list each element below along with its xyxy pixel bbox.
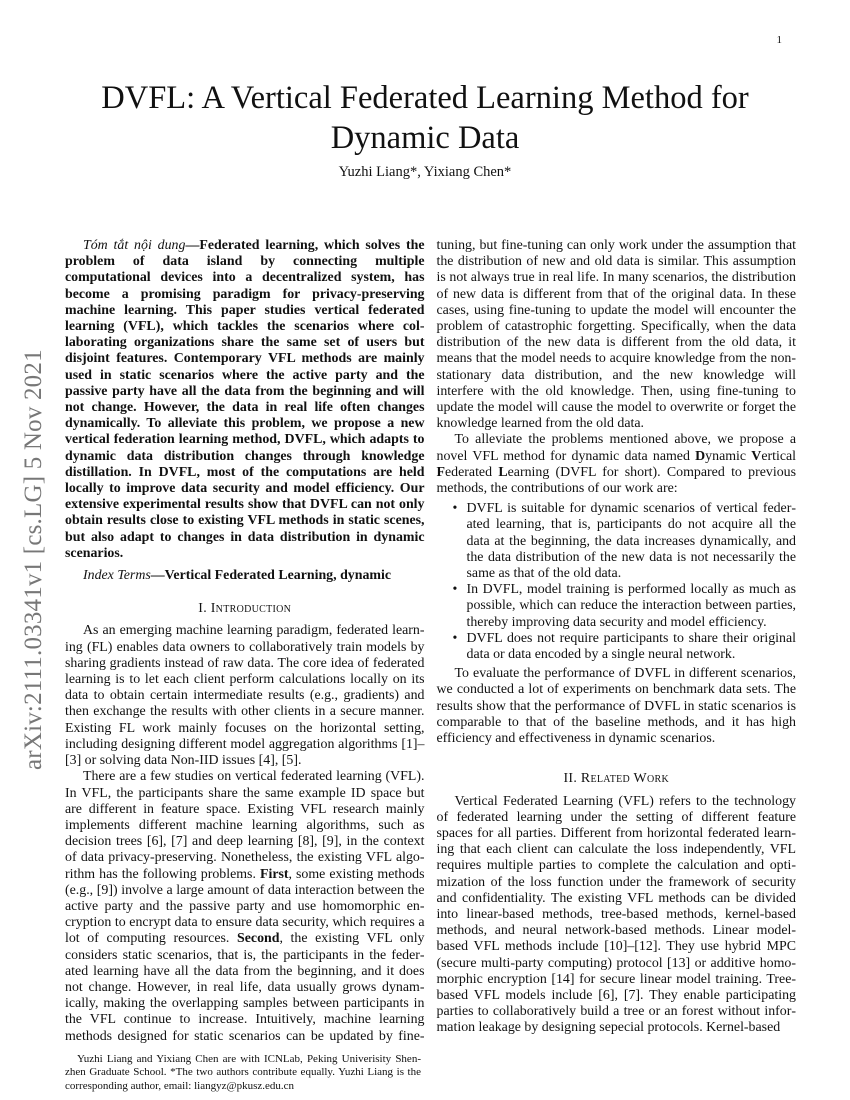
arxiv-identifier: arXiv:2111.03341v1 [cs.LG] 5 Nov 2021: [20, 349, 47, 770]
section-heading-introduction: I. Introduction: [198, 601, 292, 617]
text-run: There are a few studies on vertical federated learning (VFL). In VFL, the participants share the same example ID space but are different in feature space. Existing VFL research mainly implements different machine learning algorithms, such as decision trees [6], [7] and deep learning [8], [9], in the context of data privacy-preserving. Nonetheless, the existing VFL algorithm has the following problems.: [65, 769, 425, 882]
page-number: 1: [776, 34, 782, 46]
index-terms-text: —Vertical Federated Learning, dynamic: [150, 568, 392, 584]
bold-run: D: [695, 448, 706, 464]
bold-run: First: [259, 866, 289, 882]
authors: Yuzhi Liang*, Yixiang Chen*: [338, 164, 512, 180]
title-line: Dynamic Data: [330, 120, 520, 156]
text-run: earning (DVFL for short). Compared to previous methods, the contributions of our work are:: [436, 464, 797, 497]
text-run: ertical: [761, 448, 797, 464]
list-item: • DVFL is suitable for dynamic scenarios of vertical federated learning, that is, participants do not acquire all the data at the beginning, the data increases dynamically, and the data distribution of the new data is not necessarily the same as that of the old data.: [467, 501, 797, 582]
abstract-label: Tóm tắt nội dung: [83, 238, 186, 253]
bold-run: L: [498, 464, 508, 480]
section-heading-related-work: II. Related Work: [563, 771, 669, 787]
text-run: ynamic: [705, 448, 752, 464]
bold-run: F: [436, 464, 445, 480]
bold-run: Second: [237, 931, 280, 947]
text-run: ederated: [445, 464, 499, 480]
paragraph: As an emerging machine learning paradigm, federated learning (FL) enables data owners to collaboratively train models by sharing gradients instead of raw data. The core idea of federated learning is to let each client perform calculations locally on its data to obtain certain intermediate results (e.g., gradients) and then exchange the results with other clients in a secure manner. Existing FL work mainly focuses on the horizontal setting, including designing different model aggregation algorithms [1]–[3] or solving data Non-IID issues [4], [5].: [65, 623, 425, 769]
abstract: [65, 238, 425, 562]
index-terms-label: Index Terms: [83, 568, 151, 584]
bold-run: V: [751, 448, 762, 464]
abstract-text: —Federated learning, which solves the problem of data island by connecting multiple computational devices into a decentralized system, has become a promising paradigm for privacy-preserving machine learning. This paper studies vertical federated learning (VFL), which tackles the scenarios where collaborating organizations share the same set of users but disjoint features. Contemporary VFL methods are mainly used in static scenarios where the active party and the passive party have all the data from the beginning and will not change. However, the data in real life often changes dynamically. To alleviate this problem, we propose a new vertical federation learning method, DVFL, which adapts to dynamic data distribution changes through knowledge distillation. In DVFL, most of the computations are held locally to improve data security and model efficiency. Our extensive experimental results show that DVFL can not only obtain results close to existing VFL methods in static scenes, but also adapt to changes in data distribution in dynamic scenarios.: [65, 238, 425, 561]
footnote: Yuzhi Liang and Yixiang Chen are with ICNLab, Peking Univerisity Shenzhen Graduate School. *The two authors contribute equally. Yuzhi Liang is the corresponding author, email: liangyz@pkusz.edu.cn: [65, 1053, 421, 1092]
index-terms: [65, 568, 425, 584]
paper-title: [60, 78, 790, 158]
text-run: , some existing methods (e.g., [9]) involve a large amount of data interaction between the active party and the passive party and use homomorphic encryption to encrypt data to ensure data security, which requires a lot of computing resources.: [65, 866, 425, 947]
two-column-body: [65, 238, 796, 1045]
text-run: , the existing VFL only considers static scenarios, that is, the participants in the federated learning have all the data from the beginning, and it does not change. However, in real life, data usually grows dynamically, making the overlapping samples between participants in the VFL continue to increase. Intuitively, machine learning methods designed for static scenarios can be updated by fine-tuning, but fine-tuning can only work under the assumption that the distribution of new and old data is similar. This assumption is not always true in real life. In many scenarios, the distribution of new data is different from that of the original data. In these cases, using fine-tuning to update the model will encounter the problem of catastrophic forgetting. Specifically, when the data distribution of the new data is different from the old data, it means that the model needs to acquire knowledge from the non-stationary data distribution, and the new knowledge will interfere with the old knowledge. Then, using fine-tuning to update the model will cause the model to overwrite or forget the knowledge learned from the old data.: [65, 238, 796, 1044]
text-run: To alleviate the problems mentioned above, we propose a novel VFL method for dynamic data named: [436, 432, 796, 464]
list-item: • In DVFL, model training is performed locally as much as possible, which can reduce the interaction between parties, thereby improving data security and model efficiency.: [467, 582, 797, 631]
paragraph: Vertical Federated Learning (VFL) refers to the technology of federated learning under the setting of different feature spaces for all parties. Different from horizontal federated learning that each client can calculate the loss independently, VFL requires multiple parties to complete the calculation and optimization of the loss function under the framework of security and confidentiality. The existing VFL methods can be divided into linear-based methods, tree-based methods, kernel-based methods, and neural network-based methods. Linear model-based VFL methods include [10]–[12]. They use hybrid MPC (secure multi-party computing) protocol [13] or additive homomorphic encryption [14] for secure linear model training. Tree-based VFL models include [6], [7]. They enable participating parties to collaboratively build a tree or an forest without information leakage by designing sepecial protocols. Kernel-based: [436, 793, 796, 1036]
title-line: DVFL: A Vertical Federated Learning Method for: [101, 80, 749, 116]
paragraph: [437, 432, 797, 497]
contributions-list: [437, 501, 797, 663]
list-item: • DVFL does not require participants to share their original data or data encoded by a single neural network.: [467, 631, 797, 663]
paragraph: To evaluate the performance of DVFL in different scenarios, we conducted a lot of experiments on benchmark data sets. The results show that the performance of DVFL in static scenarios is comparable to that of the baseline methods, and it has high efficiency and effectiveness in dynamic scenarios.: [436, 666, 796, 747]
